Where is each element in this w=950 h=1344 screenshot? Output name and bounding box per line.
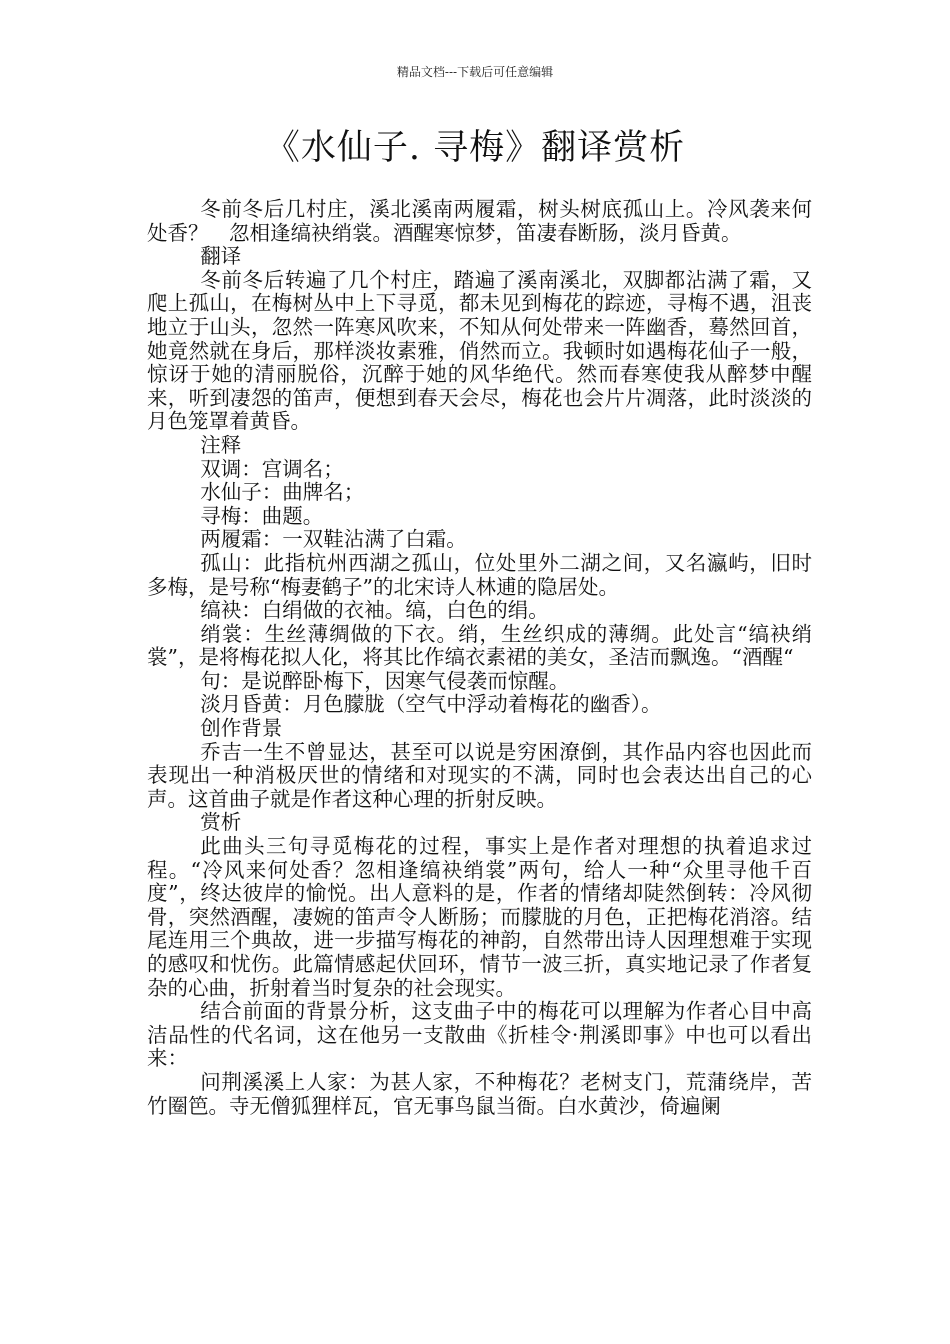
analysis-heading: 赏析 <box>200 810 242 835</box>
background-heading: 创作背景 <box>200 716 283 741</box>
note-item: 句：是说醉卧梅下，因寒气侵袭而惊醒。 <box>200 668 570 693</box>
background-text: 乔吉一生不曾显达，甚至可以说是穷困潦倒，其作品内容也因此而表现出一种消极厌世的情绪和对现实的不满，同时也会表达出自己的心声。这首曲子就是作者这种心理的折射反映。 <box>147 739 812 811</box>
notes-heading: 注释 <box>200 432 242 457</box>
quoted-poem: 问荆溪溪上人家：为甚人家，不种梅花？老树支门，荒蒲绕岸，苦竹圈笆。寺无僧狐狸样瓦，官无事鸟鼠当衙。白水黄沙，倚遍阑 <box>147 1069 812 1118</box>
translation-text: 冬前冬后转遍了几个村庄，踏遍了溪南溪北，双脚都沾满了霜，又爬上孤山，在梅树丛中上下寻觅，都未见到梅花的踪迹，寻梅不遇，沮丧地立于山头，忽然一阵寒风吹来，不知从何处带来一阵幽香，蓦然回首，她竟然就在身后，那样淡妆素雅，俏然而立。我顿时如遇梅花仙子一般，惊讶于她的清丽脱俗，沉醉于她的风华绝代。然而春寒使我从醉梦中醒来，听到凄怨的笛声，便想到春天会尽，梅花也会片片凋落，此时淡淡的月色笼罩着黄昏。 <box>147 267 812 434</box>
analysis-paragraph-1: 此曲头三句寻觅梅花的过程，事实上是作者对理想的执着追求过程。“冷风来何处香？忽相逢缟袂绡裳”两句，给人一种“众里寻他千百度”，终达彼岸的愉悦。出人意料的是，作者的情绪却陡然倒转：冷风彻骨，突然酒醒，凄婉的笛声令人断肠；而朦胧的月色，正把梅花消溶。结尾连用三个典故，进一步描写梅花的神韵，自然带出诗人因理想难于实现的感叹和忧伤。此篇情感起伏回环，情节一波三折，真实地记录了作者复杂的心曲，折射着当时复杂的社会现实。 <box>147 834 812 1000</box>
analysis-paragraph-2: 结合前面的背景分析，这支曲子中的梅花可以理解为作者心目中高洁品性的代名词，这在他另一支散曲《折桂令·荆溪即事》中也可以看出来： <box>147 999 812 1071</box>
poem-text: 冬前冬后几村庄，溪北溪南两履霜，树头树底孤山上。冷风袭来何处香？ 忽相逢缟袂绡裳。酒醒寒惊梦，笛凄春断肠，淡月昏黄。 <box>147 197 812 245</box>
note-item: 寻梅：曲题。 <box>200 503 324 528</box>
note-item: 孤山：此指杭州西湖之孤山，位处里外二湖之间，又名瀛屿，旧时多梅，是号称“梅妻鹤子”的北宋诗人林逋的隐居处。 <box>147 550 812 599</box>
note-item: 双调：宫调名； <box>200 456 344 481</box>
page-header: 精品文档---下载后可任意编辑 <box>396 65 554 79</box>
note-item: 绡裳：生丝薄绸做的下衣。绡，生丝织成的薄绸。此处言“缟袂绡裳”，是将梅花拟人化，将其比作缟衣素裙的美女，圣洁而飘逸。“酒醒“ <box>147 621 812 670</box>
note-item: 淡月昏黄：月色朦胧（空气中浮动着梅花的幽香）。 <box>200 692 662 717</box>
note-item: 两履霜：一双鞋沾满了白霜。 <box>200 527 467 552</box>
note-item: 水仙子：曲牌名； <box>200 480 365 505</box>
note-item: 缟袂：白绢做的衣袖。缟，白色的绢。 <box>200 598 549 623</box>
document-body <box>147 198 812 1118</box>
translation-heading: 翻译 <box>200 244 242 269</box>
document-title: 《水仙子. 寻梅》翻译赏析 <box>264 128 686 168</box>
